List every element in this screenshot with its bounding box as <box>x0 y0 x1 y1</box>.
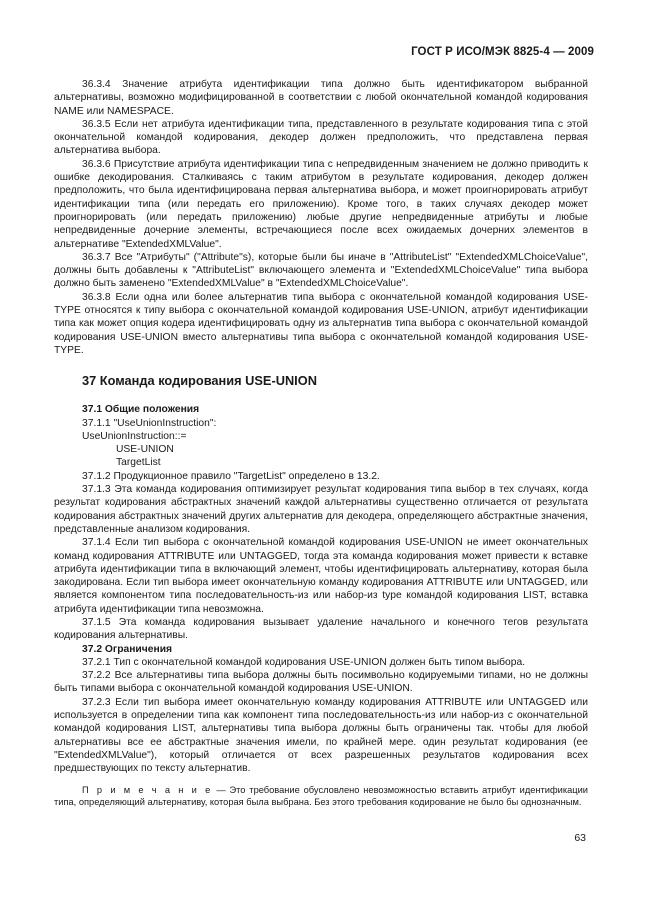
paragraph-37-2-2: 37.2.2 Все альтернативы типа выбора должны быть посимвольно кодируемыми типами, но не должны быть типами выбора с окончательной командой кодирования USE-UNION. <box>54 670 588 695</box>
paragraph-36-3-4: 36.3.4 Значение атрибута идентификации типа должно быть идентификатором выбранной альтернативы, возможно модифицированной в соответствии с любой окончательной командой кодирования NAME или NAMESPACE. <box>54 79 588 117</box>
paragraph-37-2-3: 37.2.3 Если тип выбора имеет окончательную команду кодирования ATTRIBUTE или UNTAGGED или используется в определении типа как компонент типа последовательность-из или набор-из с окончательной командой кодирования LIST, альтернативы типа выбора должны быть ограничены так. чтобы для любой альтернативы все ее абстрактные значения имели, по крайней мере. один результат кодирования (ее "ExtendedXMLValue"), который отличается от всех разрешенных результатов кодирования всех предшествующих по тексту альтернатив. <box>54 696 588 775</box>
paragraph-36-3-8: 36.3.8 Если одна или более альтернатив типа выбора с окончательной командой кодирования USE-TYPE относятся к типу выбора с окончательной командой кодирования USE-UNION, атрибут идентификации типа как может опция кодера идентифицировать одну из альтернатив типа выбора с окончательной командой кодирования USE-UNION вместо альтернативы типа выбора с окончательной командой кодирования USE-TYPE. <box>54 291 588 356</box>
paragraph-36-3-7: 36.3.7 Все "Атрибуты" ("Attribute"s), которые были бы иначе в "AttributeList" "ExtendedXMLChoiceValue", должны быть добавлены к "AttributeList" включающего элемента и "ExtendedXMLChoiceValue" типа выбора должно быть заменено "ExtendedXMLValue" в "ExtendedXMLChoiceValue". <box>54 251 588 290</box>
paragraph-37-1-1: 37.1.1 "UseUnionInstruction": <box>82 417 217 429</box>
document-header: ГОСТ Р ИСО/МЭК 8825-4 — 2009 <box>411 46 594 58</box>
subsection-37-1-heading: 37.1 Общие положения <box>82 404 200 416</box>
paragraph-37-1-4: 37.1.4 Если тип выбора с окончательной командой кодирования USE-UNION не имеет окончательных команд кодирования ATTRIBUTE или UNTAGGED, тогда эта команда кодирования может привести к вставке атрибута идентификации типа в включающий элемент, чтобы идентифицировать альтернативу, которая была закодирована. Если тип выбора имеет окончательную команду кодирования ATTRIBUTE или UNTAGGED, или является компонентом типа последовательность-из или набор-из type командой кодирования LIST, вставка атрибута идентификации типа невозможна. <box>54 537 588 615</box>
paragraph-37-2-1: 37.2.1 Тип с окончательной командой кодирования USE-UNION должен быть типом выбора. <box>82 656 526 668</box>
note-text: — Это требование обусловлено невозможностью вставить атрибут идентификации типа, определяющий альтернативу, которая была выбрана. Без этого требования кодирование не было бы однозначным. <box>54 784 589 807</box>
page-number: 63 <box>574 832 586 844</box>
paragraph-37-1-2: 37.1.2 Продукционное правило "TargetList" определено в 13.2. <box>82 470 380 482</box>
code-line-3: TargetList <box>116 457 161 469</box>
section-37-heading: 37 Команда кодирования USE-UNION <box>82 373 317 389</box>
code-line-1: UseUnionInstruction::= <box>82 430 187 442</box>
document-body <box>54 78 588 817</box>
note <box>54 784 588 808</box>
paragraph-37-1-3: 37.1.3 Эта команда кодирования оптимизирует результат кодирования типа выбор в тех случаях, когда результат кодирования абстрактных значений каждой альтернативы существенно отличается от результата кодирования абстрактных значений других альтернатив для декодера, определяющего абстрактные значения, представленные анализом кодирования. <box>54 484 588 535</box>
paragraph-36-3-5: 36.3.5 Если нет атрибута идентификации типа, представленного в результате кодирования типа с этой окончательной командой кодирования, декодер должен предположить, что представлена первая альтернатива выбора. <box>54 118 588 157</box>
code-line-2: USE-UNION <box>116 444 174 456</box>
note-label: П р и м е ч а н и е <box>82 784 213 795</box>
subsection-37-2-heading: 37.2 Ограничения <box>82 643 173 655</box>
paragraph-36-3-6: 36.3.6 Присутствие атрибута идентификации типа с непредвиденным значением не должно приводить к ошибке декодирования. Сталкиваясь с таким атрибутом в результате кодирования, декодер должен предположить, что была идентифицирована первая альтернатива выбора, и может проигнорировать атрибут идентификации типа (или передать его приложению). Кроме того, в таких случаях декодер может проигнорировать (или передать приложению) любые другие непредвиденные атрибуты и любые непредвиденные дочерние элементы, встречающиеся после всех ожидаемых дочерних элементов в альтернативе "ExtendedXMLValue". <box>54 158 588 250</box>
paragraph-37-1-5: 37.1.5 Эта команда кодирования вызывает удаление начального и конечного тегов результата кодирования альтернативы. <box>54 616 588 642</box>
